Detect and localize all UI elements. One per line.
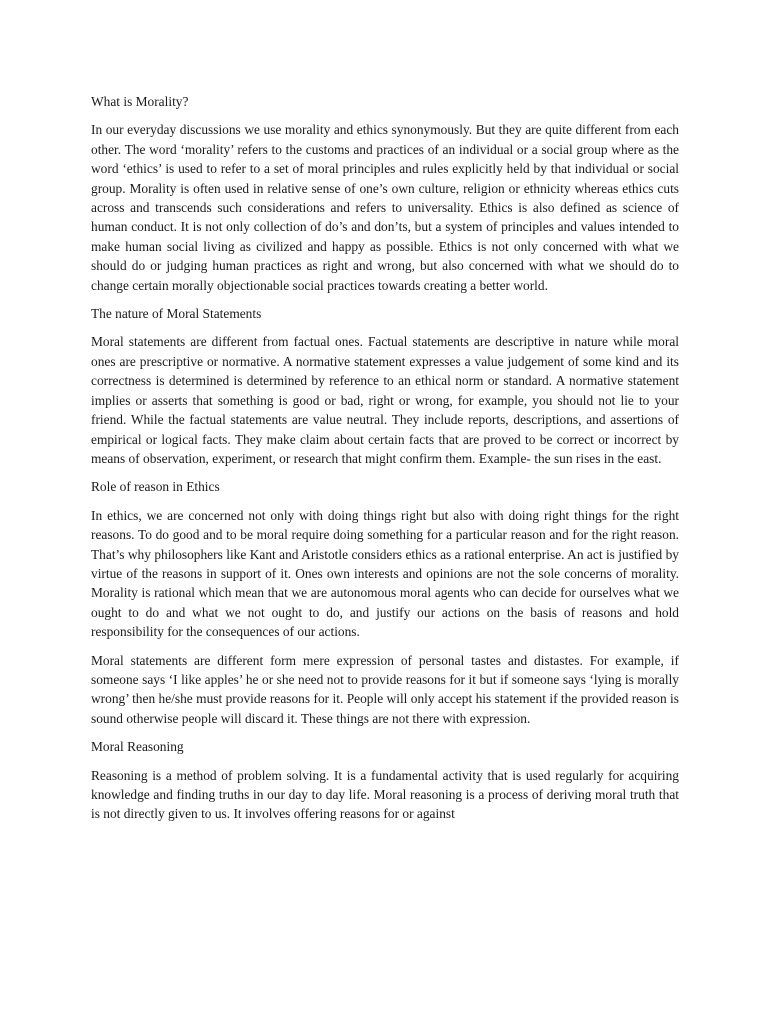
section-heading-moral-reasoning: Moral Reasoning <box>91 739 184 755</box>
document-body <box>91 92 679 833</box>
paragraph-role-of-reason-1: In ethics, we are concerned not only with doing things right but also with doing right things for the right reasons. To do good and to be moral require doing something for a particular reason and for the right reason. That’s why philosophers like Kant and Aristotle considers ethics as a rational enterprise. An act is justified by virtue of the reasons in support of it. Ones own interests and opinions are not the sole concerns of morality. Morality is rational which mean that we are autonomous moral agents who can decide for ourselves what we ought to do and what we not ought to do, and justify our actions on the basis of reasons and hold responsibility for the consequences of our actions. <box>91 507 679 640</box>
paragraph-morality: In our everyday discussions we use morality and ethics synonymously. But they are quite different from each other. The word ‘morality’ refers to the customs and practices of an individual or a social group where as the word ‘ethics’ is used to refer to a set of moral principles and rules explicitly held by that individual or social group. Morality is often used in relative sense of one’s own culture, religion or ethnicity whereas ethics cuts across and transcends such considerations and refers to universality. Ethics is also defined as science of human conduct. It is not only collection of do’s and don’ts, but a system of principles and values intended to make human social living as civilized and happy as possible. Ethics is not only concerned with what we should do or judging human practices as right and wrong, but also concerned with what we should do to change certain morally objectionable social practices towards creating a better world. <box>91 122 679 293</box>
section-heading-morality: What is Morality? <box>91 94 189 109</box>
paragraph-role-of-reason-2: Moral statements are different form mere expression of personal tastes and distastes. For example, if someone says ‘I like apples’ he or she need not to provide reasons for it but if someone says ‘lying is morally wrong’ then he/she must provide reasons for it. People will only accept his statement if the provided reason is sound otherwise people will discard it. These things are not there with expression. <box>91 652 679 726</box>
paragraph-moral-statements: Moral statements are different from factual ones. Factual statements are descriptive in nature while moral ones are prescriptive or normative. A normative statement expresses a value judgement of some kind and its correctness is determined is determined by reference to an ethical norm or standard. A normative statement implies or asserts that something is good or bad, right or wrong, for example, you should not lie to your friend. While the factual statements are value neutral. They include reports, descriptions, and assertions of empirical or logical facts. They make claim about certain facts that are proved to be correct or incorrect by means of observation, experiment, or research that might confirm them. Example- the sun rises in the east. <box>91 334 679 466</box>
section-heading-role-of-reason: Role of reason in Ethics <box>91 479 220 495</box>
paragraph-moral-reasoning: Reasoning is a method of problem solving. It is a fundamental activity that is used regularly for acquiring knowledge and finding truths in our day to day life. Moral reasoning is a process of deriving moral truth that is not directly given to us. It involves offering reasons for or against <box>91 767 679 822</box>
section-heading-moral-statements: The nature of Moral Statements <box>91 306 262 322</box>
